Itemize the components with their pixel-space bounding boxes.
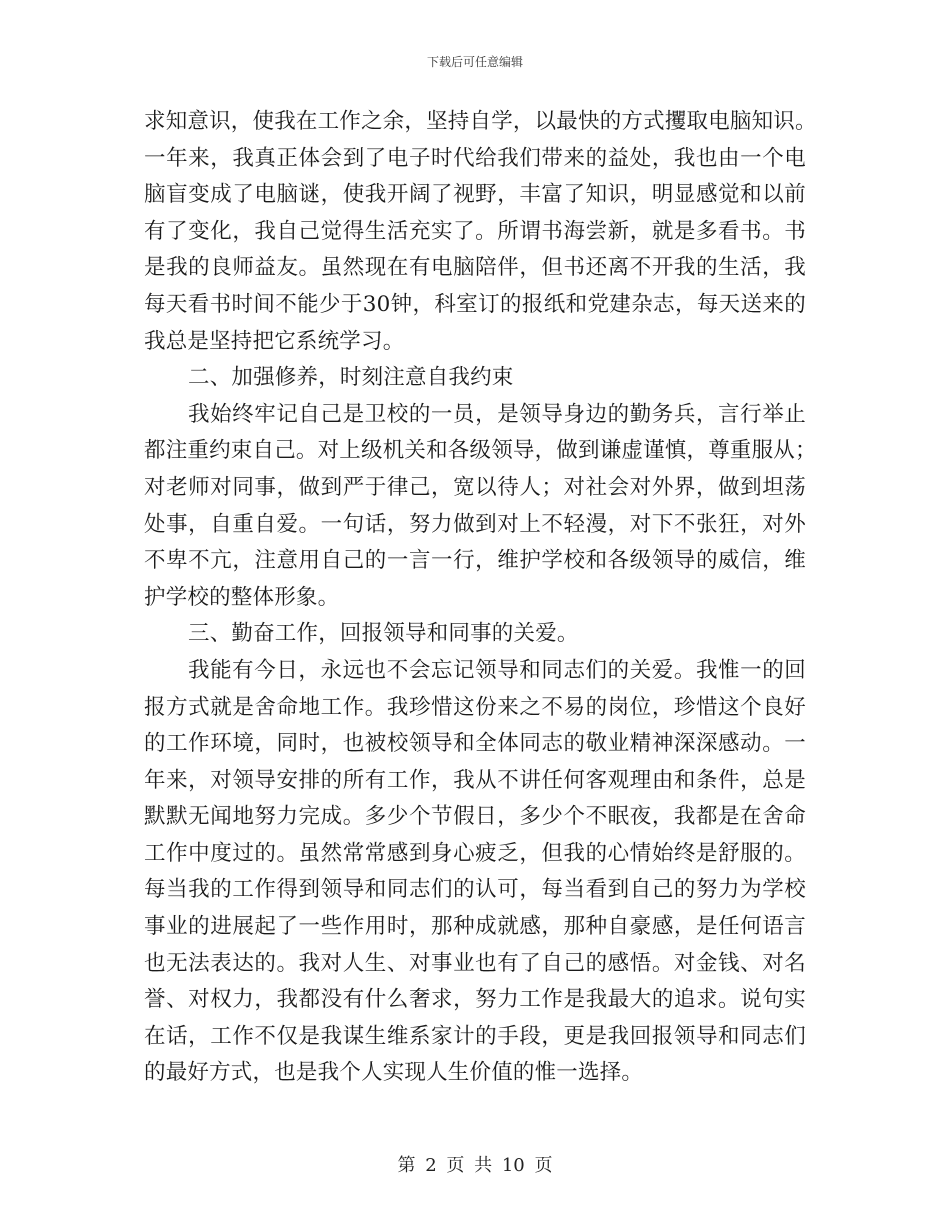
body-line: 每当我的工作得到领导和同志们的认可，每当看到自己的努力为学校 bbox=[144, 877, 806, 903]
body-line: 我始终牢记自己是卫校的一员，是领导身边的勤务兵，言行举止 bbox=[188, 401, 806, 427]
section-heading: 三、勤奋工作，回报领导和同事的关爱。 bbox=[188, 621, 579, 647]
body-line: 也无法表达的。我对人生、对事业也有了自己的感悟。对金钱、对名 bbox=[144, 950, 806, 976]
body-line: 的最好方式，也是我个人实现人生价值的惟一选择。 bbox=[144, 1060, 644, 1086]
body-line: 默默无闻地努力完成。多少个节假日，多少个不眠夜，我都是在舍命 bbox=[144, 804, 806, 830]
body-line: 处事，自重自爱。一句话，努力做到对上不轻漫，对下不张狂，对外 bbox=[144, 511, 806, 537]
document-body bbox=[144, 104, 817, 1092]
body-line: 护学校的整体形象。 bbox=[144, 584, 340, 610]
page-footer: 第 2 页 共 10 页 bbox=[397, 1155, 553, 1176]
body-line: 每天看书时间不能少于30钟，科室订的报纸和党建杂志，每天送来的 bbox=[144, 291, 806, 317]
body-line: 有了变化，我自己觉得生活充实了。所谓书海尝新，就是多看书。书 bbox=[144, 218, 806, 244]
body-line: 年来，对领导安排的所有工作，我从不讲任何客观理由和条件，总是 bbox=[144, 767, 806, 793]
section-heading: 二、加强修养，时刻注意自我约束 bbox=[188, 365, 514, 391]
body-line: 工作中度过的。虽然常常感到身心疲乏，但我的心情始终是舒服的。 bbox=[144, 840, 806, 866]
body-line: 我总是坚持把它系统学习。 bbox=[144, 328, 405, 354]
body-line: 我能有今日，永远也不会忘记领导和同志们的关爱。我惟一的回 bbox=[188, 657, 806, 683]
body-line: 报方式就是舍命地工作。我珍惜这份来之不易的岗位，珍惜这个良好 bbox=[144, 694, 806, 720]
body-line: 的工作环境，同时，也被校领导和全体同志的敬业精神深深感动。一 bbox=[144, 731, 806, 757]
body-line: 求知意识，使我在工作之余，坚持自学，以最快的方式攫取电脑知识。 bbox=[144, 109, 817, 134]
body-line: 一年来，我真正体会到了电子时代给我们带来的益处，我也由一个电 bbox=[144, 145, 806, 171]
body-line: 誉、对权力，我都没有什么奢求，努力工作是我最大的追求。说句实 bbox=[144, 987, 806, 1013]
body-line: 是我的良师益友。虽然现在有电脑陪伴，但书还离不开我的生活，我 bbox=[144, 255, 806, 281]
body-line: 对老师对同事，做到严于律己，宽以待人；对社会对外界，做到坦荡 bbox=[144, 474, 806, 500]
body-line: 在话，工作不仅是我谋生维系家计的手段，更是我回报领导和同志们 bbox=[144, 1023, 806, 1049]
body-line: 事业的进展起了一些作用时，那种成就感，那种自豪感，是任何语言 bbox=[144, 914, 806, 940]
body-line: 脑盲变成了电脑谜，使我开阔了视野，丰富了知识，明显感觉和以前 bbox=[144, 182, 806, 208]
page-header: 下载后可任意编辑 bbox=[426, 55, 523, 69]
body-line: 都注重约束自己。对上级机关和各级领导，做到谦虚谨慎，尊重服从； bbox=[144, 438, 817, 464]
body-line: 不卑不亢，注意用自己的一言一行，维护学校和各级领导的威信，维 bbox=[144, 548, 806, 574]
